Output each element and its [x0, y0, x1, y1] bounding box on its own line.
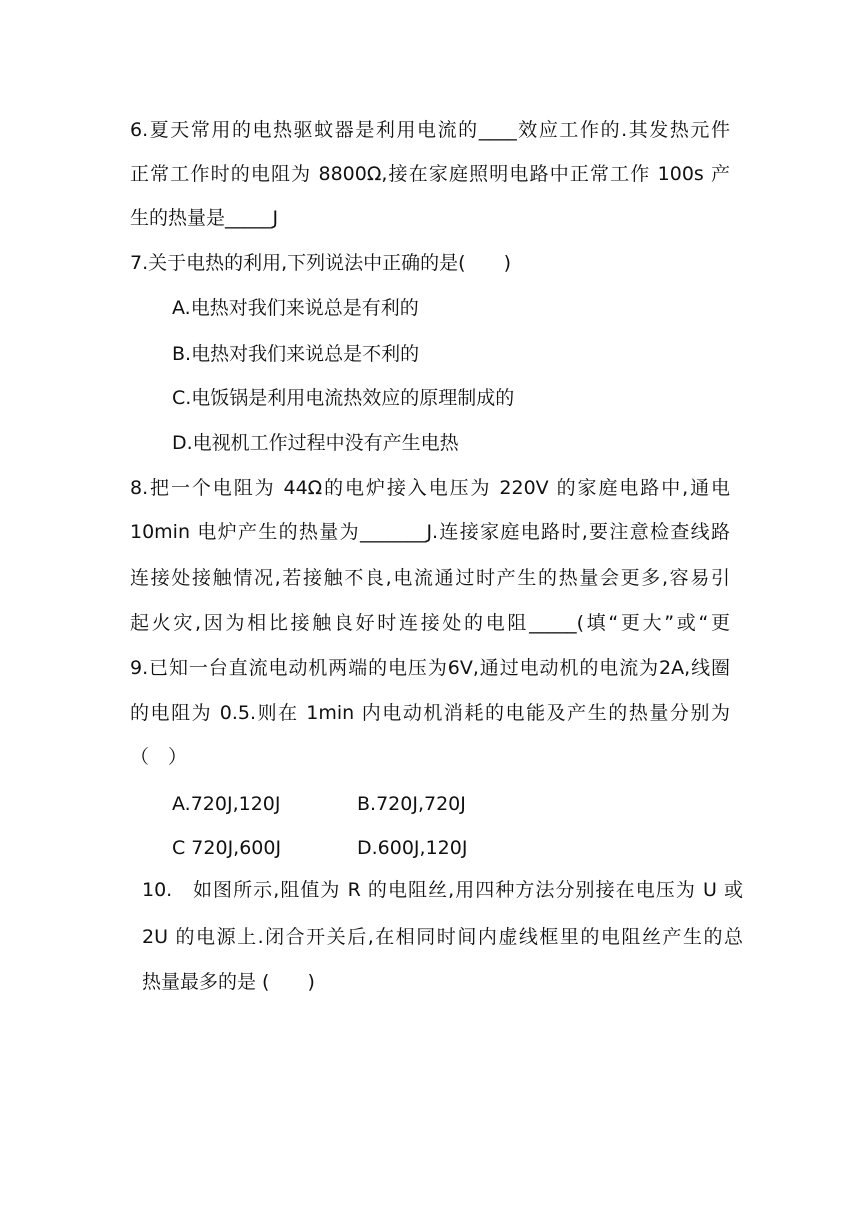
q7-option-b: B.电热对我们来说总是不利的 [172, 343, 420, 365]
q9-option-b: B.720J,720J [357, 793, 466, 815]
q8-line-2: 10min 电炉产生的热量为_______J.连接家庭电路时,要注意检查线路 [130, 521, 730, 543]
q6-line-1: 6.夏天常用的电热驱蚊器是利用电流的____效应工作的.其发热元件 [130, 119, 730, 141]
q9-option-a: A.720J,120J [172, 793, 281, 815]
q9-option-d: D.600J,120J [357, 837, 468, 859]
q7-option-d: D.电视机工作过程中没有产生电热 [172, 432, 459, 454]
q9-line-2: 的电阻为 0.5.则在 1min 内电动机消耗的电能及产生的热量分别为 [130, 702, 730, 724]
q8-line-3: 连接处接触情况,若接触不良,电流通过时产生的热量会更多,容易引 [130, 567, 730, 589]
q10-line-2: 2U 的电源上.闭合开关后,在相同时间内虚线框里的电阻丝产生的总 [142, 926, 743, 948]
q8-line-4: 起火灾,因为相比接触良好时连接处的电阻_____(填“更大”或“更 [130, 612, 730, 634]
q7-option-c: C.电饭锅是利用电流热效应的原理制成的 [172, 387, 515, 409]
q10-line-3: 热量最多的是 ( ) [142, 971, 315, 993]
q9-option-c: C 720J,600J [172, 837, 282, 859]
q10-line-1: 如图所示,阻值为 R 的电阻丝,用四种方法分别接在电压为 U 或 [193, 879, 743, 901]
q10-number: 10. [142, 879, 173, 901]
q8-line-1: 8.把一个电阻为 44Ω的电炉接入电压为 220V 的家庭电路中,通电 [130, 477, 730, 499]
q6-line-2: 正常工作时的电阻为 8800Ω,接在家庭照明电路中正常工作 100s 产 [130, 163, 730, 185]
q6-line-3: 生的热量是_____J [130, 207, 279, 229]
q9-line-1: 9.已知一台直流电动机两端的电压为6V,通过电动机的电流为2A,线圈 [130, 657, 730, 679]
q7-stem: 7.关于电热的利用,下列说法中正确的是( ) [130, 252, 511, 274]
q9-line-3: （ ） [130, 746, 188, 768]
q7-option-a: A.电热对我们来说总是有利的 [172, 297, 419, 319]
